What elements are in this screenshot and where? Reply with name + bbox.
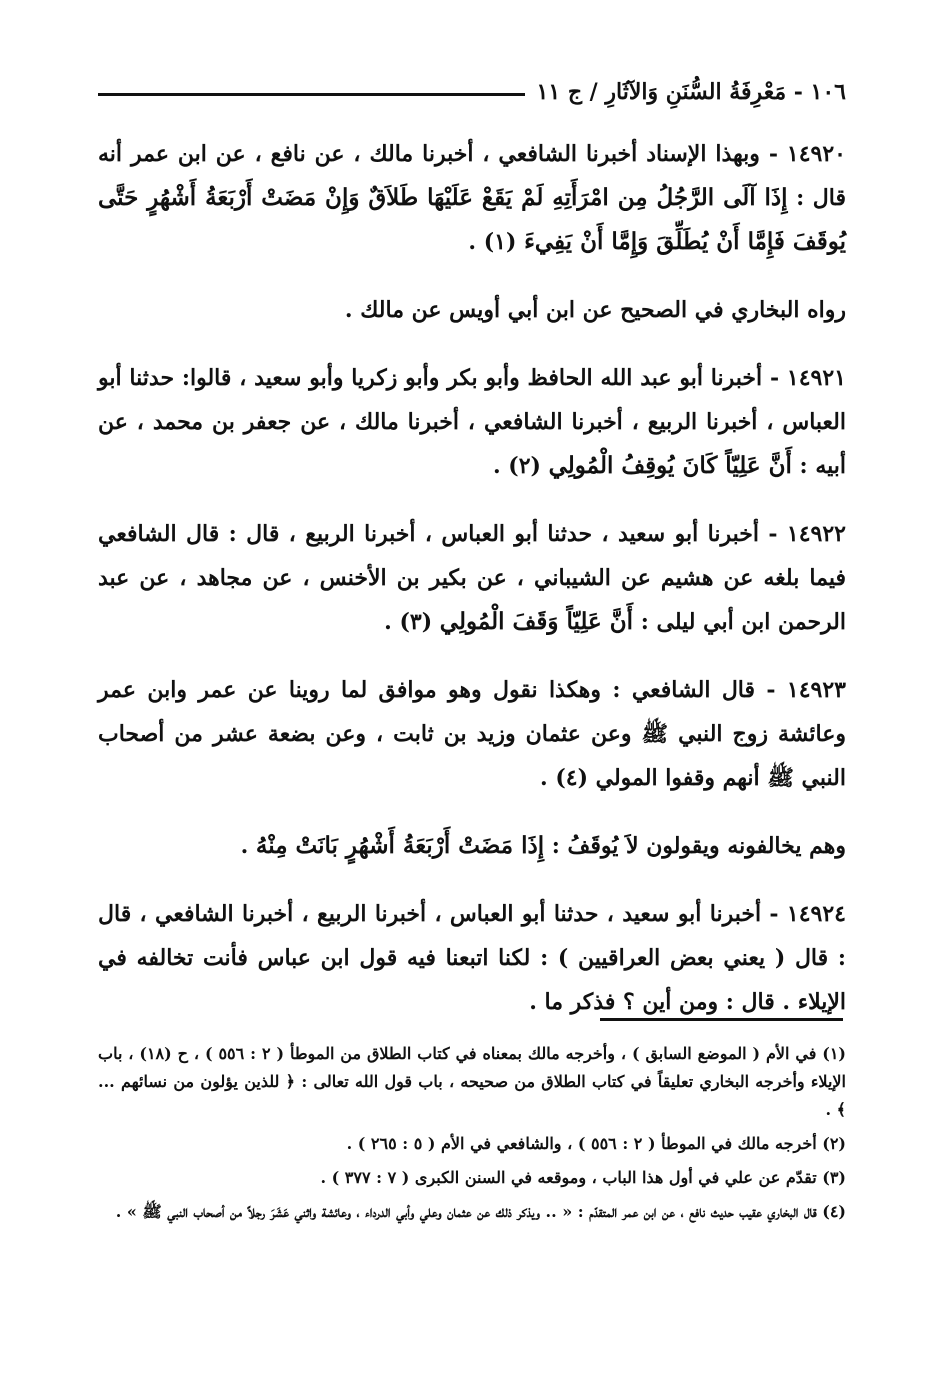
hadith-number: ١٤٩٢١ (786, 365, 846, 391)
hadith-number: ١٤٩٢٤ (786, 901, 846, 927)
hadith-paragraph (98, 132, 846, 264)
paragraph-text: - أخبرنا أبو سعيد ، حدثنا أبو العباس ، أخبرنا الربيع ، قال : قال الشافعي فيما بلغه عن هشيم عن الشيباني ، عن بكير بن الأخنس ، عن مجاهد ، عن عبد الرحمن ابن أبي ليلى : (98, 521, 846, 635)
quoted-text: أَنَّ عَلِيّاً وَقَفَ الْمُولِي (439, 608, 634, 635)
paragraph-text: - أخبرنا أبو سعيد ، حدثنا أبو العباس ، أخبرنا الربيع ، أخبرنا الشافعي ، قال : قال ( يعني بعض العراقيين ) : لكنا اتبعنا فيه قول ابن عباس فأنت تخالفه في الإيلاء . قال : ومن أين ؟ فذكر ما . (98, 901, 846, 1015)
main-text (98, 132, 846, 1048)
page-header (98, 72, 846, 112)
header-rule (98, 93, 525, 96)
commentary-paragraph (98, 824, 846, 868)
hadith-paragraph (98, 892, 846, 1024)
hadith-paragraph (98, 356, 846, 488)
hadith-number: ١٤٩٢٣ (786, 677, 846, 703)
paragraph-text: وهم يخالفونه ويقولون لاَ يُوقَفُ : (544, 833, 846, 859)
hadith-paragraph (98, 512, 846, 644)
footnote-3: (٣) تقدّم عن علي في أول هذا الباب ، وموقعه في السنن الكبرى ( ٧ : ٣٧٧ ) . (320, 1168, 846, 1187)
quoted-text: إِذَا آلَى الرَّجُلُ مِن امْرَأَتِهِ لَمْ يَقَعْ عَلَيْهَا طَلاَقٌ وَإِنْ مَضَتْ أَرْبَعَةُ أَشْهُرٍ حَتَّى يُوقَفَ فَإِمَّا أَنْ يُطَلِّقَ وَإِمَّا أَنْ يَفِيءَ (98, 184, 846, 255)
paragraph-text: - وبهذا الإسناد أخبرنا الشافعي ، أخبرنا مالك ، عن نافع ، عن ابن عمر أنه قال : (98, 141, 846, 211)
hadith-number: ١٤٩٢٢ (786, 521, 846, 547)
footnote-ref: (١) . (468, 229, 525, 255)
footnote-ref: (٤) . (540, 765, 596, 791)
quoted-text: أَنَّ عَلِيّاً كَانَ يُوقِفُ الْمُولِي (548, 452, 792, 479)
hadith-number: ١٤٩٢٠ (786, 141, 846, 167)
narration-paragraph (98, 288, 846, 332)
quoted-text: إِذَا مَضَتْ أَرْبَعَةُ أَشْهُرٍ بَانَتْ مِنْهُ (255, 832, 545, 859)
footnotes (98, 1040, 846, 1232)
footnote-separator (600, 1018, 843, 1021)
hadith-paragraph (98, 668, 846, 800)
paragraph-text: - أخبرنا أبو عبد الله الحافظ وأبو بكر وأبو زكريا وأبو سعيد ، قالوا: حدثنا أبو العباس ، أخبرنا الربيع ، أخبرنا الشافعي ، أخبرنا مالك ، عن جعفر بن محمد ، عن أبيه : (98, 365, 846, 479)
footnote-4: (٤) قال البخاري عقيب حديث نافع ، عن ابن عمر المتقدّم : « .. ويذكر ذلك عن عثمان وعلي وأبي الدرداء ، وعائشة واثني عَشَرَ رجلاً من أصحاب النبي ﷺ » . (115, 1202, 846, 1221)
running-header: ١٠٦ - مَعْرِفَةُ السُّنَنِ وَالآثَارِ / ج ١١ (536, 79, 846, 105)
footnote-ref: (٣) . (384, 609, 440, 635)
paragraph-text: رواه البخاري في الصحيح عن ابن أبي أويس عن مالك . (344, 297, 846, 323)
footnote-2: (٢) أخرجه مالك في الموطأ ( ٢ : ٥٥٦ ) ، والشافعي في الأم ( ٥ : ٢٦٥ ) . (346, 1134, 846, 1153)
paragraph-text: - قال الشافعي : وهكذا نقول وهو موافق لما روينا عن عمر وابن عمر وعائشة زوج النبي ﷺ وعن عثمان وزيد بن ثابت ، وعن بضعة عشر من أصحاب النبي ﷺ أنهم وقفوا المولي (98, 677, 846, 791)
footnote-1: (١) في الأم ( الموضع السابق ) ، وأخرجه مالك بمعناه في كتاب الطلاق من الموطأ ( ٢ : ٥٥٦ ) ، ح (١٨) ، باب الإيلاء وأخرجه البخاري تعليقاً في كتاب الطلاق من صحيحه ، باب قول الله تعالى : ﴿ للذين يؤلون من نسائهم ... ﴾ . (98, 1044, 847, 1119)
paragraph-end: . (240, 833, 256, 859)
footnote-ref: (٢) . (492, 453, 549, 479)
